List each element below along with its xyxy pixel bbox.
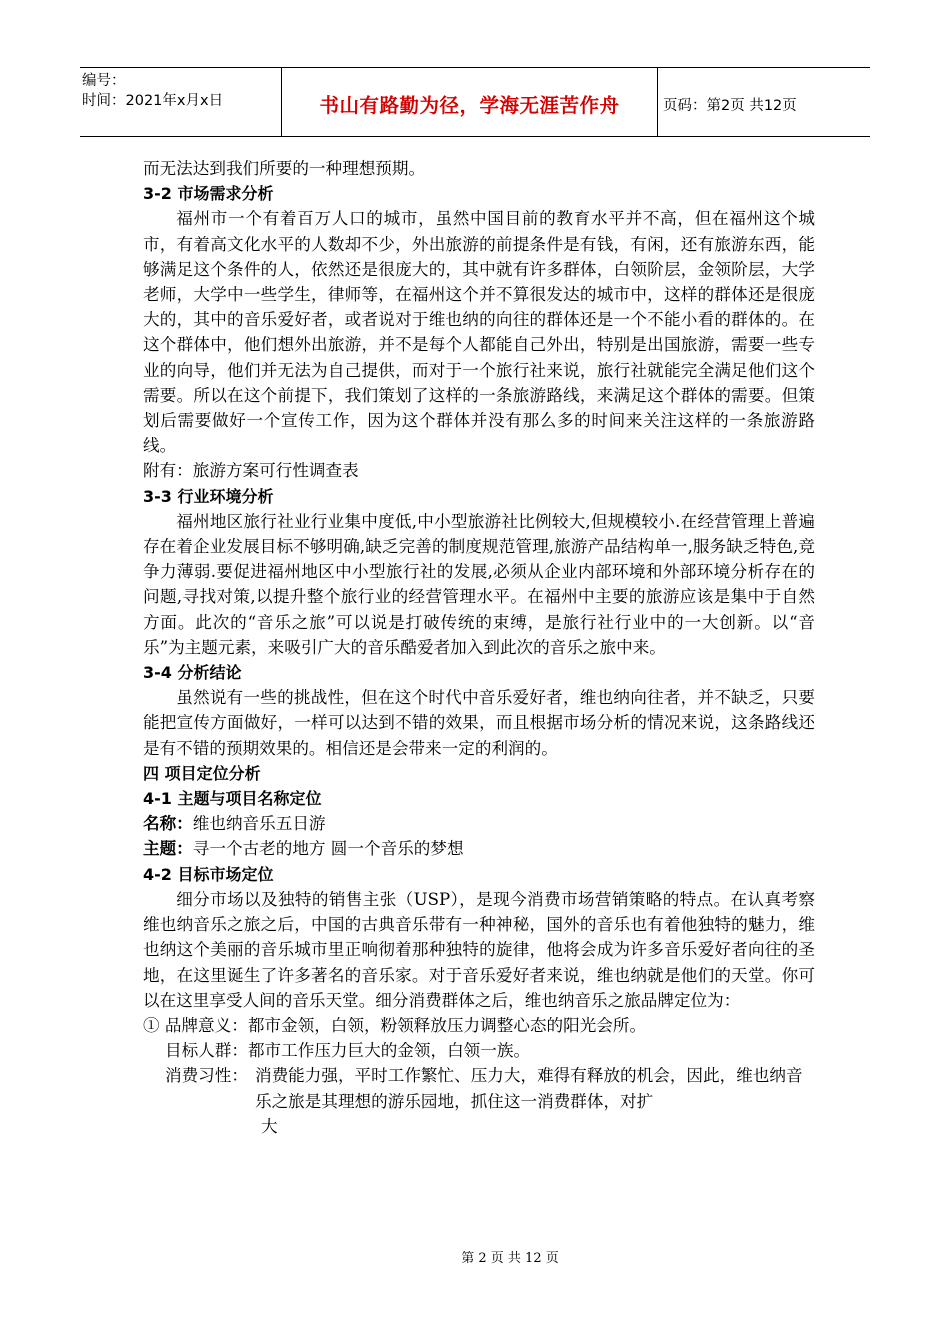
heading-3-4: 3-4 分析结论	[143, 663, 242, 683]
paragraph-market-demand: 福州市一个有着百万人口的城市，虽然中国目前的教育水平并不高，但在福州这个城市，有着高文化水平的人数却不少，外出旅游的前提条件是有钱，有闲，还有旅游东西，能够满足这个条件的人，依然还是很庞大的，其中就有许多群体，白领阶层，金领阶层，大学老师，大学中一些学生，律师等，在福州这个并不算很发达的城市中，这样的群体还是很庞大的，其中的音乐爱好者，或者说对于维也纳的向往的群体还是一个不能小看的群体的。在这个群体中，他们想外出旅游，并不是每个人都能自己外出，特别是出国旅游，需要一些专业的向导，他们并无法为自己提供，而对于一个旅行社来说，旅行社就能完全满足他们这个需要。所以在这个前提下，我们策划了这样的一条旅游路线，来满足这个群体的需要。但策划后需要做好一个宣传工作，因为这个群体并没有那么多的时间来关注这样的一条旅游路线。	[143, 209, 815, 456]
project-theme-line	[143, 836, 815, 861]
page-footer: 第 2 页 共 12 页	[461, 1251, 559, 1266]
list-item-target-group	[143, 1038, 815, 1063]
paragraph-target-market: 细分市场以及独特的销售主张（USP），是现今消费市场营销策略的特点。在认真考察维也纳音乐之旅之后，中国的古典音乐带有一种神秘，国外的音乐也有着他独特的魅力，维也纳这个美丽的音乐城市里正响彻着那种独特的旋律，他将会成为许多音乐爱好者向往的圣地，在这里诞生了许多著名的音乐家。对于音乐爱好者来说，维也纳就是他们的天堂。你可以在这里享受人间的音乐天堂。细分消费群体之后，维也纳音乐之旅品牌定位为：	[143, 889, 815, 1010]
header-page-number: 页码：第2页 共12页	[663, 97, 797, 114]
consumption-habit-value: 消费能力强，平时工作繁忙、压力大，难得有释放的机会，因此，维也纳音乐之旅是其理想的游乐园地，抓住这一消费群体，对扩	[255, 1066, 803, 1111]
project-name-label: 名称：	[143, 814, 193, 834]
heading-3-3: 3-3 行业环境分析	[143, 486, 274, 506]
heading-4-2: 4-2 目标市场定位	[143, 864, 274, 884]
heading-4: 四 项目定位分析	[143, 763, 261, 783]
paragraph-continuation: 而无法达到我们所要的一种理想预期。	[143, 159, 426, 178]
brand-meaning-value: 都市金领，白领，粉领释放压力调整心态的阳光会所。	[247, 1015, 647, 1035]
project-theme-label: 主题：	[143, 839, 193, 859]
heading-3-2: 3-2 市场需求分析	[143, 184, 274, 204]
document-number-label: 编号：	[82, 73, 126, 89]
page-header	[80, 67, 870, 137]
target-group-label: 目标人群：	[165, 1041, 248, 1061]
project-name-line	[143, 811, 815, 836]
project-name-value: 维也纳音乐五日游	[192, 814, 326, 834]
header-motto: 书山有路勤为径，学海无涯苦作舟	[282, 68, 658, 136]
document-time-label: 时间：2021年x月x日	[82, 93, 224, 109]
heading-4-1: 4-1 主题与项目名称定位	[143, 789, 322, 809]
project-theme-value: 寻一个古老的地方 圆一个音乐的梦想	[192, 839, 464, 859]
paragraph-analysis-conclusion: 虽然说有一些的挑战性，但在这个时代中音乐爱好者，维也纳向往者，并不缺乏，只要能把宣传方面做好，一样可以达到不错的效果，而且根据市场分析的情况来说，这条路线还是有不错的预期效果的。相信还是会带来一定的利润的。	[143, 688, 815, 758]
consumption-habit-tail: 大	[261, 1116, 278, 1136]
list-item-brand-meaning	[143, 1013, 815, 1038]
target-group-value: 都市工作压力巨大的金领，白领一族。	[247, 1041, 531, 1061]
brand-meaning-label: ① 品牌意义：	[143, 1015, 248, 1035]
attachment-note: 附有：旅游方案可行性调查表	[143, 461, 359, 481]
header-meta	[80, 68, 282, 136]
document-body	[143, 156, 815, 1139]
list-item-consumption-habit	[143, 1063, 815, 1113]
consumption-habit-label: 消费习性：	[165, 1066, 248, 1086]
paragraph-industry-environment: 福州地区旅行社业行业集中度低,中小型旅游社比例较大,但规模较小.在经营管理上普遍存在着企业发展目标不够明确,缺乏完善的制度规范管理,旅游产品结构单一,服务缺乏特色,竞争力薄弱.要促进福州地区中小型旅行社的发展,必须从企业内部环境和外部环境分析存在的问题,寻找对策,以提升整个旅行业的经营管理水平。在福州中主要的旅游应该是集中于自然方面。此次的“音乐之旅”可以说是打破传统的束缚，是旅行社行业中的一大创新。以“音乐”为主题元素，来吸引广大的音乐酷爱者加入到此次的音乐之旅中来。	[143, 511, 815, 657]
